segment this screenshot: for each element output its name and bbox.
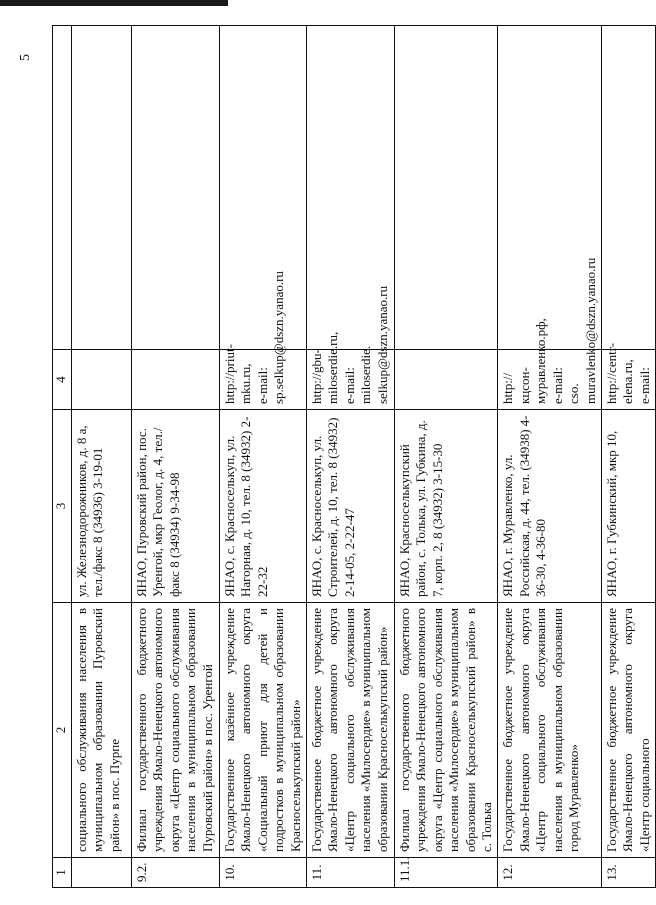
table-row — [72, 26, 132, 888]
col-header-empty — [53, 26, 72, 350]
table-row — [395, 26, 498, 888]
org-site — [132, 350, 220, 410]
org-name: Государственное бюджетное учреждение Ямало-Ненецкого автономного округа «Центр социального обслуживания населения «Милосердие» в муниципальном образовании Красноселькупский район» — [307, 603, 395, 858]
org-address: ЯНАО, Пуровский район, пос. Уренгой, мкр Геолог, д. 4, тел./факс 8 (34934) 9-34-98 — [132, 410, 220, 603]
table-row — [220, 26, 307, 888]
org-site: http://centr-elena.ru, e-mail: — [601, 350, 655, 410]
row-number — [72, 858, 132, 888]
org-name: Филиал государственного бюджетного учреждения Ямало-Ненецкого автономного округа «Центр социального обслуживания населения в муниципальном образовании Пуровский район» в пос. Уренгой — [132, 603, 220, 858]
empty-cell — [601, 26, 655, 350]
scan-edge-mark — [0, 0, 228, 6]
header-row — [53, 26, 72, 888]
table-row — [601, 26, 655, 888]
col-header-2: 2 — [53, 603, 72, 858]
rotated-page — [18, 26, 652, 888]
org-site: http://priut-mku.ru, e-mail: sp.selkup@dszn.yanao.ru — [220, 350, 307, 410]
org-address: ЯНАО, с. Красноселькуп, ул. Нагорная, д. 10, тел. 8 (34932) 2-22-32 — [220, 410, 307, 603]
table-row — [307, 26, 395, 888]
col-header-4: 4 — [53, 350, 72, 410]
row-number: 13. — [601, 858, 655, 888]
empty-cell — [395, 26, 498, 350]
org-site: http://gbu-miloserdie.ru, e-mail: miloserdie. selkup@dszn.yanao.ru — [307, 350, 395, 410]
org-address: ул. Железнодорожников, д. 8 а, тел./факс 8 (34936) 3-19-01 — [72, 410, 132, 603]
org-site — [395, 350, 498, 410]
table-row — [498, 26, 601, 888]
row-number: 11. — [307, 858, 395, 888]
row-number: 11.1. — [395, 858, 498, 888]
table-row — [132, 26, 220, 888]
org-address: ЯНАО, г. Муравленко, ул. Российская, д. 44, тел. (34938) 4-36-30, 4-36-80 — [498, 410, 601, 603]
col-header-1: 1 — [53, 858, 72, 888]
col-header-3: 3 — [53, 410, 72, 603]
org-name: Государственное казённое учреждение Ямало-Ненецкого автономного округа «Социальный приют для детей и подростков в муниципальном образовании Красноселькупский район» — [220, 603, 307, 858]
org-address: ЯНАО, с. Красноселькуп, ул. Строителей, д. 10, тел. 8 (34932) 2-14-05, 2-22-47 — [307, 410, 395, 603]
org-name: Государственное бюджетное учреждение Ямало-Ненецкого автономного округа «Центр социального обслуживания населения в муниципальном образовании город Муравленко» — [498, 603, 601, 858]
org-address: ЯНАО, Красноселькупский район, с. Толька, ул. Губкина, д. 7, корп. 2, 8 (34932) 3-15-30 — [395, 410, 498, 603]
page-number: 5 — [18, 54, 33, 61]
org-site — [72, 350, 132, 410]
org-site: http://кцсон-муравленко.рф, e-mail: cso. muravlenko@dszn.yanao.ru — [498, 350, 601, 410]
org-address: ЯНАО, г. Губкинский, мкр 10, — [601, 410, 655, 603]
empty-cell — [220, 26, 307, 350]
empty-cell — [132, 26, 220, 350]
empty-cell — [72, 26, 132, 350]
row-number: 10. — [220, 858, 307, 888]
organizations-table — [52, 25, 656, 888]
org-name: Филиал государственного бюджетного учреждения Ямало-Ненецкого автономного округа «Центр социального обслуживания населения «Милосердие» в муниципальном образовании Красноселькупский район» в с. Толька — [395, 603, 498, 858]
row-number: 12. — [498, 858, 601, 888]
org-name: социального обслуживания населения в муниципальном образовании Пуровский район» в пос. Пурпе — [72, 603, 132, 858]
row-number: 9.2. — [132, 858, 220, 888]
org-name: Государственное бюджетное учреждение Ямало-Ненецкого автономного округа «Центр социального — [601, 603, 655, 858]
